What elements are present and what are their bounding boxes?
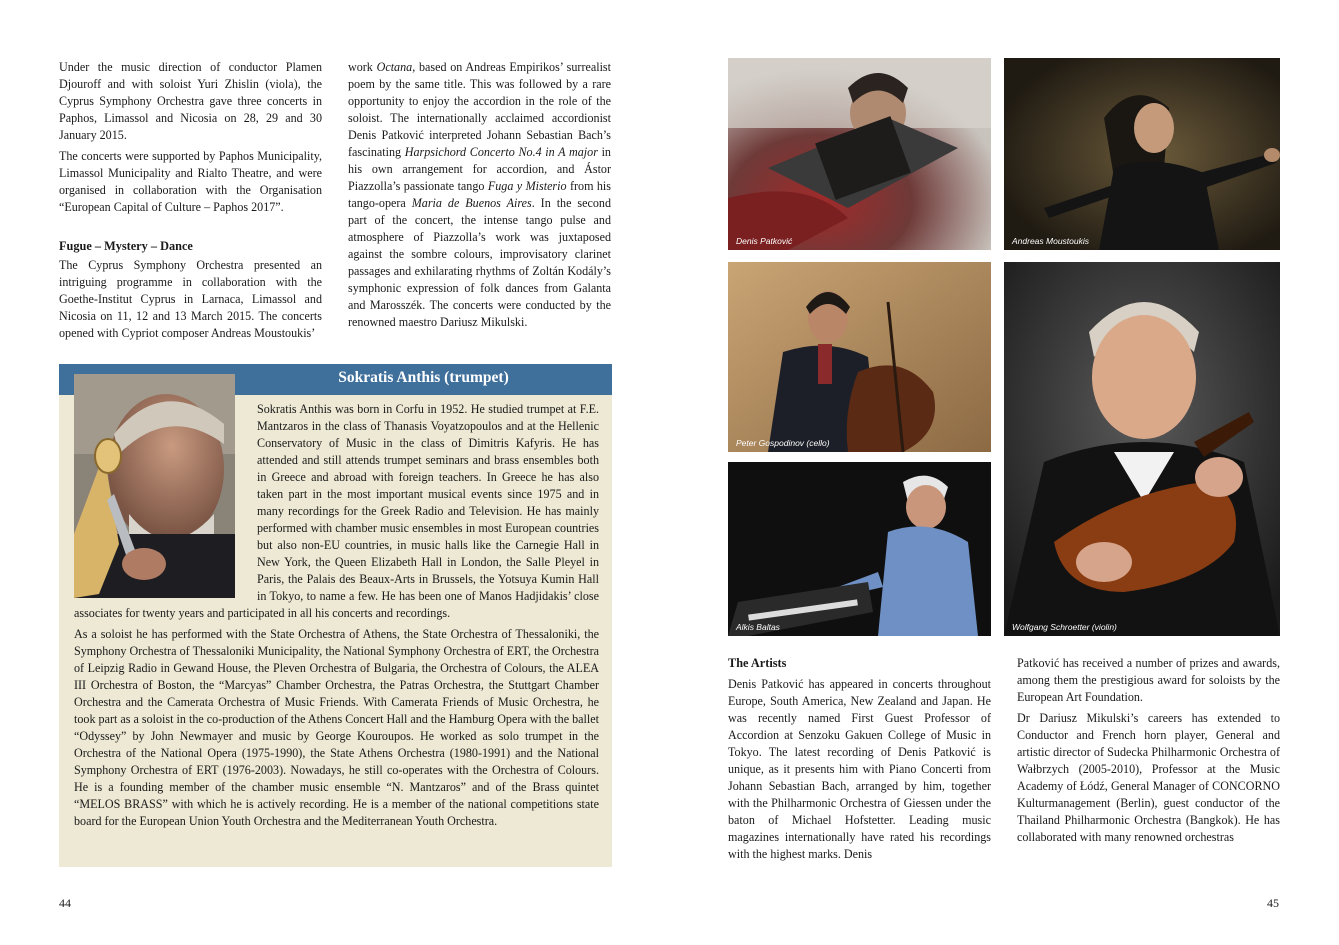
paragraph: Denis Patković has appeared in concerts throughout Europe, South America, New Zealand and Japan. He was recently named First Guest Professor of Accordion at Senzoku Gakuen College of Music in Tokyo. The latest recording of Denis Patković is unique, as it presents him with Piano Concerti from Johann Sebastian Bach, arranged by him, together with the Philharmonic Orchestra of Giessen under the baton of Michael Hofstetter. Leading music magazines internationally have rated his recordings with the highest marks. Denis [728, 677, 991, 861]
right-page [670, 0, 1339, 945]
paragraph: The concerts were supported by Paphos Municipality, Limassol Municipality and Rialto Theatre, and were organised in collaboration with the Organisation “European Capital of Culture – Paphos 2017”. [59, 149, 322, 214]
paragraph: Sokratis Anthis was born in Corfu in 1952. He studied trumpet at F.E. Mantzaros in the class of Thanasis Voyatzopoulos and at the Hellenic Conservatory of Music in the class of Dimitris Kafyris. He has attended and still attends trumpet seminars and brass ensembles both in Greece and abroad with foreign teachers. In Greece he has also taken part in the most important musical events since 1975 and in many recordings for the Greek Radio and Television. He has mainly performed with chamber music ensembles in most European countries but also non-EU countries, in music halls like the Carnegie Hall in New York, the Queen Elizabeth Hall in London, the Salle Pleyel in Paris, the Palais des Beaux-Arts in Brussels, the Yotsuya Kumin Hall in Tokyo, to name a few. He has been one of Manos Hadjidakis’ close associates for twenty years and participated in all his concerts and recordings. [74, 402, 599, 620]
paragraph: Under the music direction of conductor Plamen Djouroff and with soloist Yuri Zhislin (viola), the Cyprus Symphony Orchestra gave three concerts in Paphos, Limassol and Nicosia on 28, 29 and 30 January 2015. [59, 60, 322, 142]
section-heading: Fugue – Mystery – Dance [59, 239, 193, 253]
biography-box [59, 364, 612, 867]
left-column-2 [348, 59, 611, 335]
paragraph: Dr Dariusz Mikulski’s careers has extended to Conductor and French horn player, General and artistic director of Sudecka Philharmonic Orchestra of Wałbrzych (2005-2010), Professor at the Music Academy of Łódź, General Manager of CONCORNO Kulturmanagement (Berlin), guest conductor of the Thailand Philharmonic Orchestra (Bangkok). He has collaborated with many renowned orchestras [1017, 711, 1280, 844]
right-column-1 [728, 655, 991, 867]
biography-text [74, 401, 599, 834]
photo-caption: Alkis Baltas [736, 622, 780, 632]
photo-caption: Peter Gospodinov (cello) [736, 438, 830, 448]
section-heading: The Artists [728, 656, 787, 670]
paragraph: The Cyprus Symphony Orchestra presented an intriguing programme in collaboration with the Goethe-Institut Cyprus in Larnaca, Limassol and Nicosia on 11, 12 and 13 March 2015. The concerts opened with Cypriot composer Andreas Moustoukis’ [59, 258, 322, 340]
left-column-1 [59, 59, 322, 346]
photo-caption: Denis Patković [736, 236, 793, 246]
paragraph: As a soloist he has performed with the State Orchestra of Athens, the State Orchestra of Thessaloniki, the Symphony Orchestra of Thessaloniki Municipality, the National Symphony Orchestra of ERT, the Orchestra of Leipzig Radio in Gewand House, the Pleven Orchestra of Bulgaria, the Orchestra of Colours, the ALEA III Orchestra of Boston, the “Marcyas” Chamber Orchestra, the Patras Orchestra, the Stuttgart Chamber Orchestra and the Camerata Orchestra of Music Friends. With Camerata Friends of Music Orchestra, he took part as a soloist in the co-production of the Athens Concert Hall and the Hamburg Opera with the ballet “Odyssey” by John Newmayer and music by George Kouroupos. He worked as solo trumpet in the Orchestra of the National Opera (1975-1990), the State Athens Orchestra (1980-1991) and the National Symphony Orchestra of ERT (1976-2003). Nowadays, he still co-operates with the Orchestra of Colours. He is a founding member of the chamber music ensemble “N. Mantzaros” and of the Brass quintet “MELOS BRASS” with which he is actively recording. He is a member of the national competitions state board for the European Union Youth Orchestra and the Mediterranean Youth Orchestra. [74, 627, 599, 828]
photo-caption: Andreas Moustoukis [1012, 236, 1090, 246]
right-column-2 [1017, 655, 1280, 850]
biography-title: Sokratis Anthis (trumpet) [338, 369, 509, 386]
photo-caption: Wolfgang Schroetter (violin) [1012, 622, 1117, 632]
andreas-moustoukis-photo [1004, 58, 1280, 250]
page-number: 45 [1267, 896, 1279, 910]
peter-gospodinov-photo [728, 262, 991, 452]
alkis-baltas-photo [728, 462, 991, 636]
paragraph: work Octana, based on Andreas Empirikos’ surrealist poem by the same title. This was followed by a rare opportunity to enjoy the accordion in the role of the soloist. The internationally acclaimed accordionist Denis Patković interpreted Johann Sebastian Bach’s fascinating Harpsichord Concerto No.4 in A major in his own arrangement for accordion, and Ástor Piazzolla’s passionate tango Fuga y Misterio from his tango-opera Maria de Buenos Aires. In the second part of the concert, the intense tango pulse and atmosphere of Piazzolla’s work was juxtaposed against the sombre colours, improvisatory clarinet passages and exhilarating rhythms of Zoltán Kodály’s symphonic expression of folk dances from Galanta and Marosszék. The concerts were conducted by the renowned maestro Dariusz Mikulski. [348, 60, 611, 329]
wolfgang-schroetter-photo [1004, 262, 1280, 636]
denis-patkovic-photo [728, 58, 991, 250]
page-number: 44 [59, 896, 71, 910]
paragraph: Patković has received a number of prizes and awards, among them the prestigious award for soloists by the European Art Foundation. [1017, 656, 1280, 704]
